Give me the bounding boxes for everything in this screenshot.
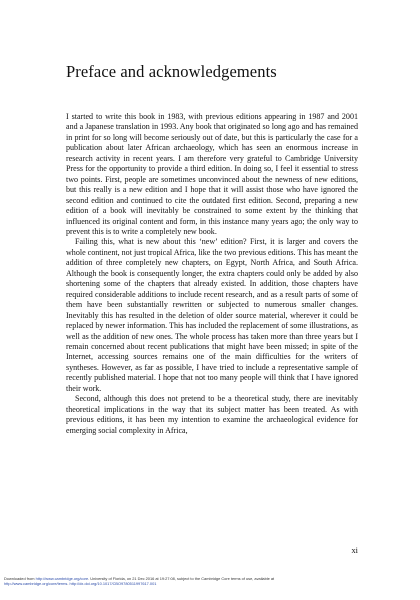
cambridge-core-link[interactable]: http://www.cambridge.org/core [35, 576, 89, 581]
footer-prefix: Downloaded from [4, 576, 36, 581]
footer-text-2: . [67, 581, 70, 587]
paragraph-2: Failing this, what is new about this ‘new’ edition? First, it is larger and covers the whole continent, not just tropical Africa, like the two previous editions. This has meant the addition of three completely new chapters, on Egypt, North Africa, and South Africa. Although the book is consequently longer, the extra chapters could only be added by also shortening some of the chapters that already existed. In addition, those chapters have required considerable additions to include recent research, and as a result parts of some of them have been substantially rewritten or subjected to numerous smaller changes. Inevitably this has resulted in the deletion of older source material, wherever it could be replaced by newer information. This has included the replacement of some illustrations, as well as the addition of new ones. The whole process has taken more than three years but I remain concerned about recent publications that might have been missed; in spite of the Internet, accessing sources remains one of the main difficulties for the writers of syntheses. However, as far as possible, I have tried to include a representative sample of recently published material. I hope that not too many people will think that I have ignored their work. [66, 237, 358, 393]
footer-text-1: . University of Florida, on 21 Dec 2016 at 19:27:08, subject to the Cambridge Core terms of use, available at [88, 576, 275, 581]
terms-link[interactable]: http://www.cambridge.org/core/terms [4, 581, 68, 587]
page-number: xi [351, 546, 358, 555]
page-title: Preface and acknowledgements [66, 62, 277, 81]
download-footer [4, 576, 416, 586]
paragraph-1: I started to write this book in 1983, with previous editions appearing in 1987 and 2001 and a Japanese translation in 1993. Any book that originated so long ago and has remained in print for so long will become seriously out of date, but this is particularly the case for a publication about later African archaeology, which has seen an enormous increase in research activity in recent years. I am therefore very grateful to Cambridge University Press for the opportunity to provide a third edition. In doing so, I feel it essential to stress two points. First, people are sometimes unconvinced about the newness of new editions, but this really is a new edition and I hope that it will assist those who have ignored the second edition and continued to cite the outdated first edition. Second, preparing a new edition of a book will inevitably be constrained to some extent by the thinking that influenced its original content and form, in this instance many years ago; the only way to prevent this is to write a completely new book. [66, 112, 358, 236]
footer-line-2 [4, 581, 416, 586]
doi-link[interactable]: http://dx.doi.org/10.1017/CBO9780511997617.001 [69, 581, 157, 587]
paragraph-3: Second, although this does not pretend to be a theoretical study, there are inevitably theoretical implications in the way that its subject matter has been treated. As with previous editions, it has been my intention to examine the archaeological evidence for emerging social complexity in Africa, [66, 394, 358, 435]
body-text [66, 112, 358, 436]
